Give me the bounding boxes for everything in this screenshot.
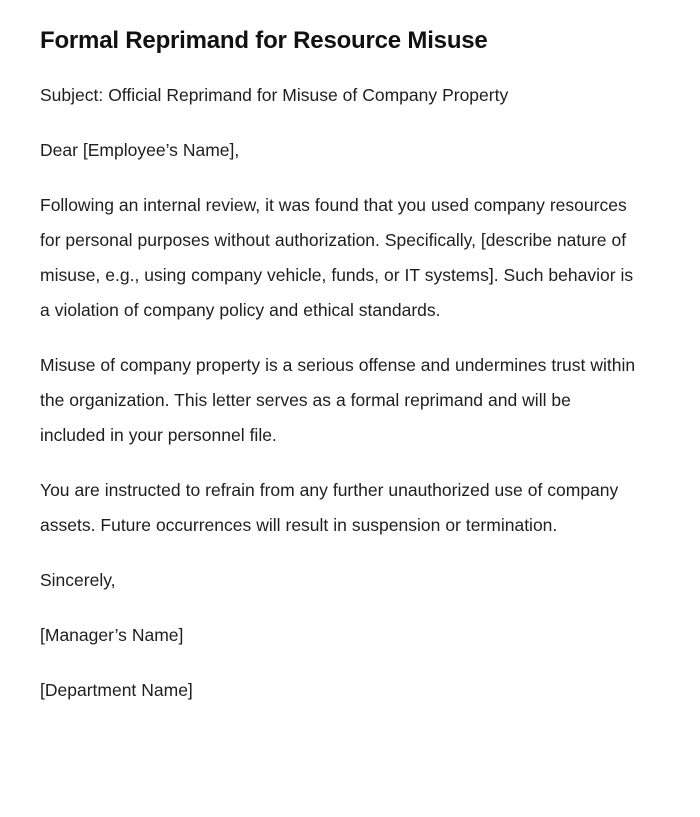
paragraph-subject: Subject: Official Reprimand for Misuse of Company Property [40, 85, 509, 105]
paragraph-findings: Following an internal review, it was found that you used company resources for personal purposes without authorization. Specifically, [describe nature of misuse, e.g., using company vehicle, funds, or IT systems]. Such behavior is a violation of company policy and ethical standards. [40, 195, 634, 320]
document-body [40, 78, 640, 708]
paragraph-manager-name: [Manager’s Name] [40, 625, 184, 645]
paragraph-department-name: [Department Name] [40, 680, 193, 700]
paragraph-instruction: You are instructed to refrain from any further unauthorized use of company assets. Future occurrences will result in suspension or termination. [40, 480, 619, 535]
paragraph-closing: Sincerely, [40, 570, 116, 590]
paragraph-severity: Misuse of company property is a serious offense and undermines trust within the organization. This letter serves as a formal reprimand and will be included in your personnel file. [40, 355, 636, 445]
page-title: Formal Reprimand for Resource Misuse [40, 27, 488, 54]
paragraph-salutation: Dear [Employee’s Name], [40, 140, 240, 160]
